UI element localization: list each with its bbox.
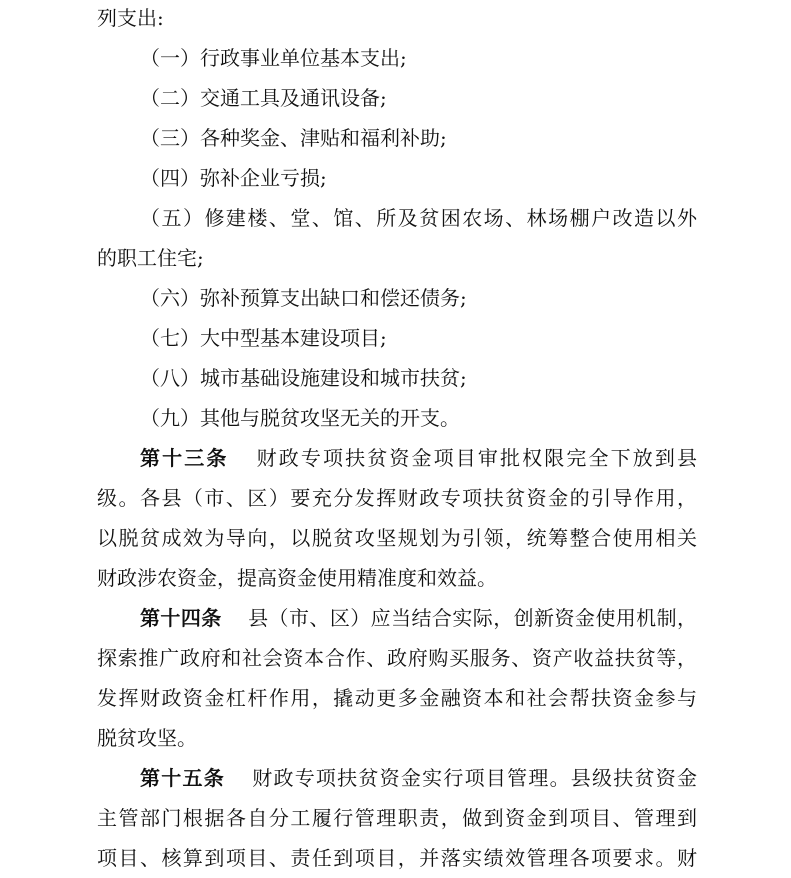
article-14-line-3: 发挥财政资金杠杆作用，撬动更多金融资本和社会帮扶资金参与: [97, 686, 697, 710]
list-item-6: （六）弥补预算支出缺口和偿还债务;: [140, 286, 467, 310]
article-13-title: 第十三条: [140, 446, 229, 470]
article-13-text: 财政专项扶贫资金项目审批权限完全下放到县: [254, 446, 697, 470]
article-15-text: 财政专项扶贫资金实行项目管理。县级扶贫资金: [250, 766, 698, 790]
list-item-2: （二）交通工具及通讯设备;: [140, 86, 387, 110]
list-item-4: （四）弥补企业亏损;: [140, 166, 327, 190]
article-14-text: 县（市、区）应当结合实际，创新资金使用机制，: [247, 606, 698, 630]
article-15-line-3: 项目、核算到项目、责任到项目，并落实绩效管理各项要求。财: [97, 846, 697, 870]
article-13-line-2: 级。各县（市、区）要充分发挥财政专项扶贫资金的引导作用，: [97, 486, 697, 510]
article-15-line-1: [140, 764, 697, 792]
article-14-line-1: [140, 604, 697, 632]
article-13-line-1: [140, 444, 697, 472]
article-14-title: 第十四条: [140, 606, 222, 630]
article-15-title: 第十五条: [140, 766, 225, 790]
article-15-line-2: 主管部门根据各自分工履行管理职责，做到资金到项目、管理到: [97, 806, 697, 830]
list-item-7: （七）大中型基本建设项目;: [140, 326, 387, 350]
list-item-3: （三）各种奖金、津贴和福利补助;: [140, 126, 447, 150]
article-14-line-4: 脱贫攻坚。: [97, 726, 197, 750]
article-13-line-4: 财政涉农资金，提高资金使用精准度和效益。: [97, 566, 497, 590]
list-item-8: （八）城市基础设施建设和城市扶贫;: [140, 366, 467, 390]
list-item-5-continued: 的职工住宅;: [97, 246, 204, 270]
text-line: 列支出:: [97, 6, 164, 30]
list-item-9: （九）其他与脱贫攻坚无关的开支。: [140, 406, 460, 430]
list-item-1: （一）行政事业单位基本支出;: [140, 46, 407, 70]
list-item-5: （五）修建楼、堂、馆、所及贫困农场、林场棚户改造以外: [140, 206, 697, 230]
article-13-line-3: 以脱贫成效为导向，以脱贫攻坚规划为引领，统筹整合使用相关: [97, 526, 697, 550]
article-14-line-2: 探索推广政府和社会资本合作、政府购买服务、资产收益扶贫等，: [97, 646, 697, 670]
